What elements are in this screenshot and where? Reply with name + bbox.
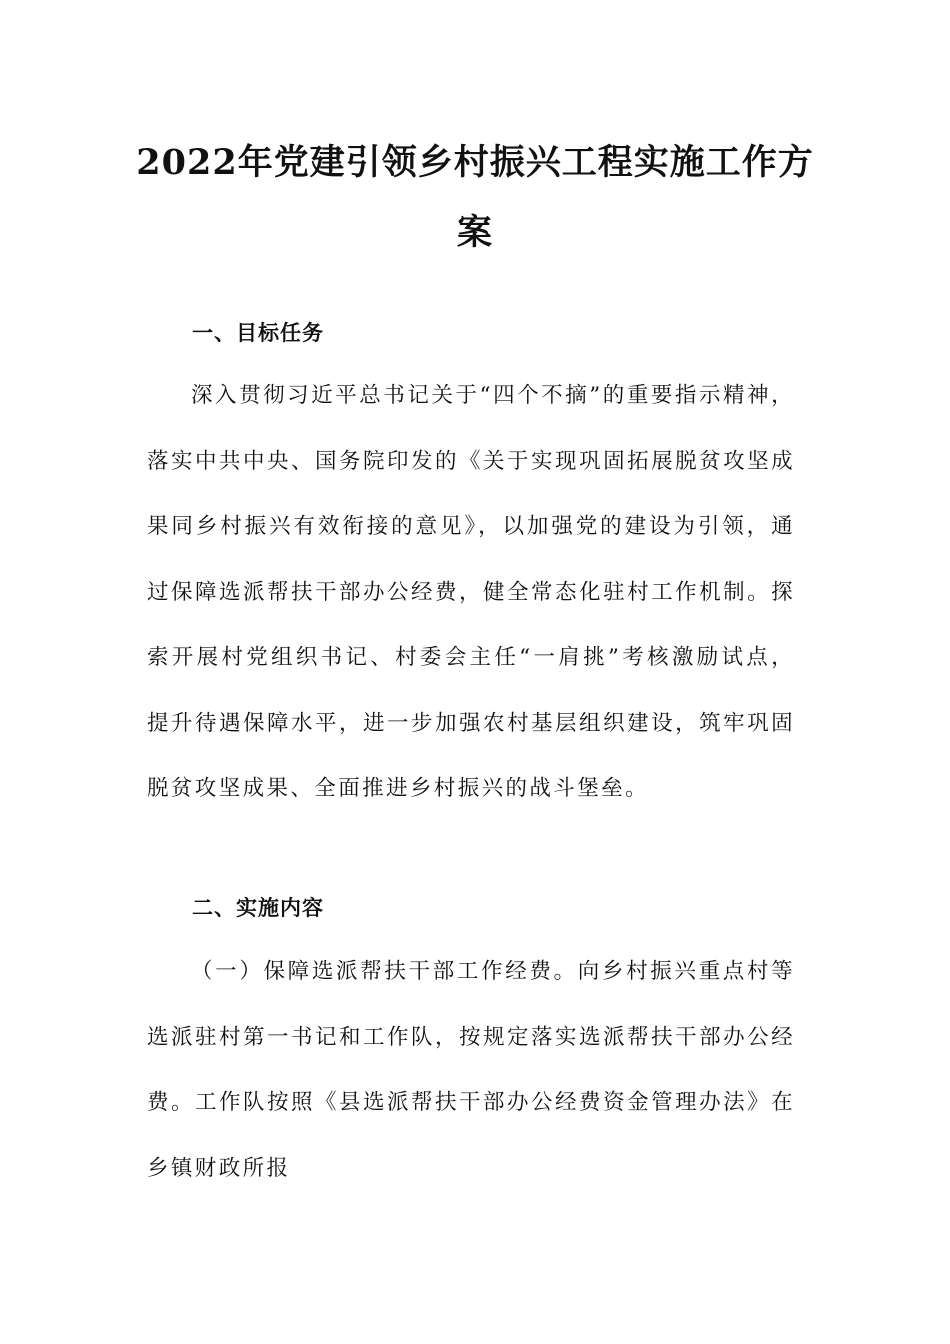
section-heading-goals: 一、目标任务: [192, 321, 324, 345]
section-paragraph-content: （一）保障选派帮扶干部工作经费。向乡村振兴重点村等选派驻村第一书记和工作队，按规定落实选派帮扶干部办公经费。工作队按照《县选派帮扶干部办公经费资金管理办法》在乡镇财政所报: [147, 959, 795, 1181]
section-paragraph-goals: 深入贯彻习近平总书记关于“四个不摘”的重要指示精神，落实中共中央、国务院印发的《关于实现巩固拓展脱贫攻坚成果同乡村振兴有效衔接的意见》，以加强党的建设为引领，通过保障选派帮扶干部办公经费，健全常态化驻村工作机制。探索开展村党组织书记、村委会主任“一肩挑”考核激励试点，提升待遇保障水平，进一步加强农村基层组织建设，筑牢巩固脱贫攻坚成果、全面推进乡村振兴的战斗堡垒。: [147, 383, 795, 801]
section-heading-content: 二、实施内容: [192, 896, 324, 920]
document-title: 2022年党建引领乡村振兴工程实施工作方案: [136, 142, 814, 253]
